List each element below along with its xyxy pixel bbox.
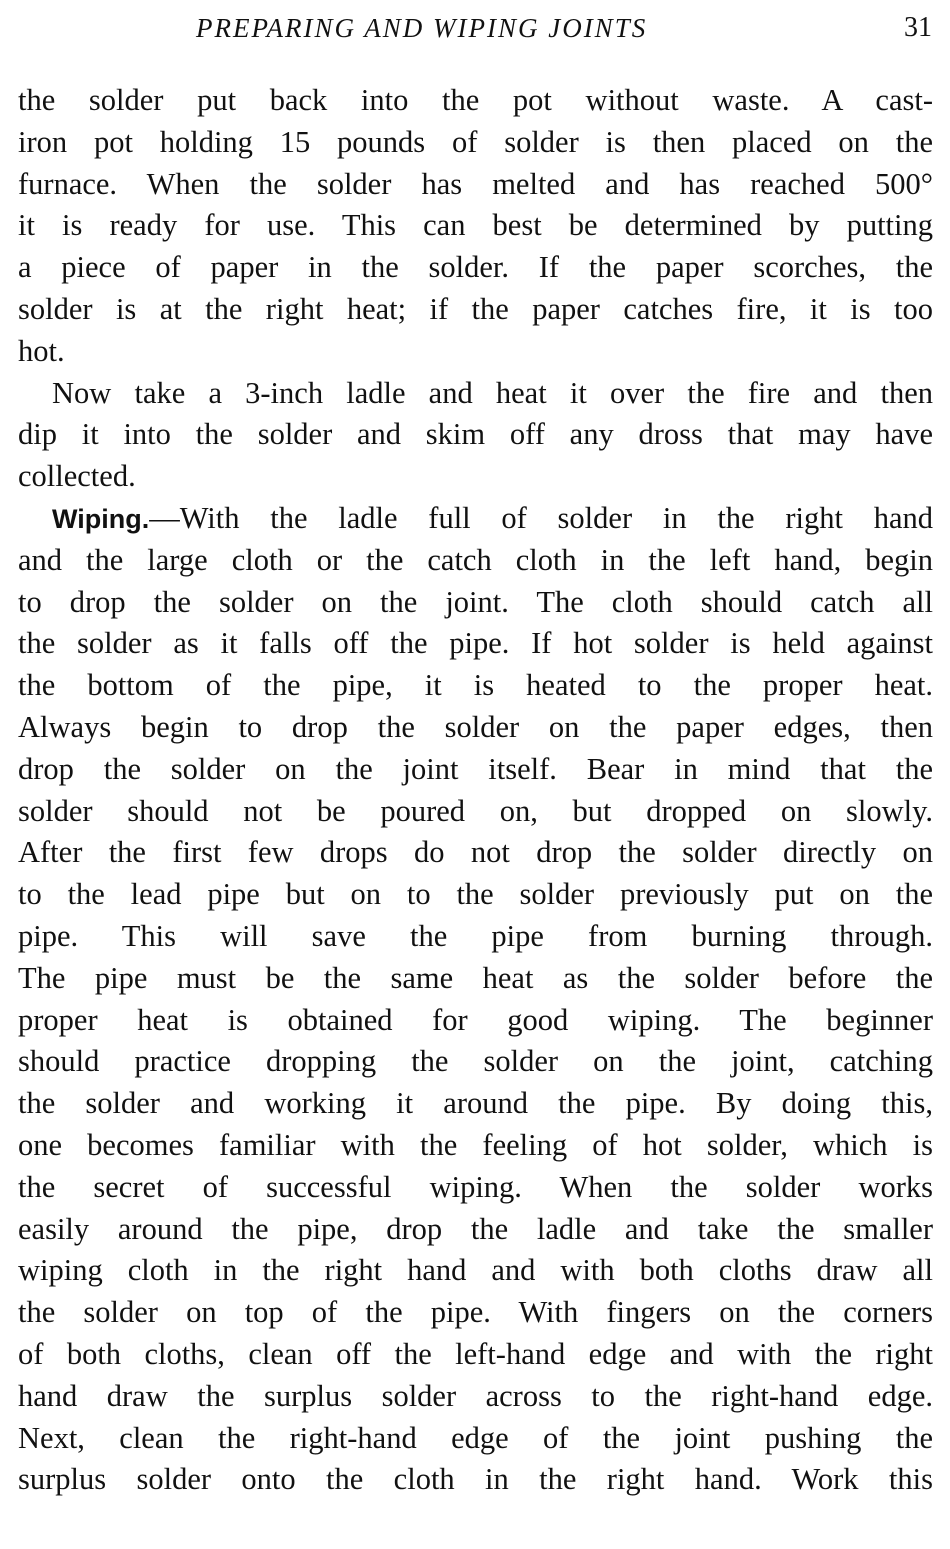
text-line: should practice dropping the solder on the joint, catching <box>18 1044 933 1079</box>
text-line: solder is at the right heat; if the paper catches fire, it is too <box>18 291 933 326</box>
text-line: the solder and working it around the pipe. By doing this, <box>18 1086 933 1121</box>
text-line: Now take a 3-inch ladle and heat it over the fire and then <box>52 375 933 410</box>
section-heading-wiping: Wiping. <box>52 503 150 534</box>
text-line: easily around the pipe, drop the ladle and take the smaller <box>18 1211 933 1246</box>
text-line: to the lead pipe but on to the solder previously put on the <box>18 877 933 912</box>
text-line: Always begin to drop the solder on the paper edges, then <box>18 709 933 744</box>
text-line: The pipe must be the same heat as the solder before the <box>18 960 933 995</box>
text-line-rest: —With the ladle full of solder in the right hand <box>149 500 933 535</box>
text-line: collected. <box>18 459 136 494</box>
text-line: wiping cloth in the right hand and with both cloths draw all <box>18 1253 933 1288</box>
text-line <box>18 498 933 540</box>
text-line: the solder as it falls off the pipe. If hot solder is held against <box>18 626 933 661</box>
text-line: one becomes familiar with the feeling of hot solder, which is <box>18 1127 933 1162</box>
text-line: dip it into the solder and skim off any dross that may have <box>18 417 933 452</box>
text-line: drop the solder on the joint itself. Bear in mind that the <box>18 751 933 786</box>
text-line: Next, clean the right-hand edge of the joint pushing the <box>18 1420 933 1455</box>
text-line: proper heat is obtained for good wiping. The beginner <box>18 1002 933 1037</box>
text-line: hand draw the surplus solder across to the right-hand edge. <box>18 1378 933 1413</box>
text-line: a piece of paper in the solder. If the paper scorches, the <box>18 250 933 285</box>
text-line: solder should not be poured on, but dropped on slowly. <box>18 793 933 828</box>
text-line: to drop the solder on the joint. The cloth should catch all <box>18 584 933 619</box>
text-line: furnace. When the solder has melted and has reached 500° <box>18 166 933 201</box>
body-text <box>18 80 933 1501</box>
running-header <box>0 10 950 46</box>
text-line: iron pot holding 15 pounds of solder is then placed on the <box>18 124 933 159</box>
text-line: of both cloths, clean off the left-hand edge and with the right <box>18 1336 933 1371</box>
text-line: and the large cloth or the catch cloth in the left hand, begin <box>18 542 933 577</box>
text-line: After the first few drops do not drop the solder directly on <box>18 835 933 870</box>
text-line: pipe. This will save the pipe from burning through. <box>18 918 933 953</box>
text-line: the secret of successful wiping. When the solder works <box>18 1169 933 1204</box>
text-line: the solder on top of the pipe. With fingers on the corners <box>18 1295 933 1330</box>
text-line: surplus solder onto the cloth in the right hand. Work this <box>18 1462 933 1497</box>
page-number: 31 <box>904 12 932 43</box>
text-line: hot. <box>18 333 65 368</box>
text-line: the bottom of the pipe, it is heated to the proper heat. <box>18 668 933 703</box>
text-line: the solder put back into the pot without waste. A cast- <box>18 83 933 117</box>
running-title: PREPARING AND WIPING JOINTS <box>196 13 648 43</box>
text-line: it is ready for use. This can best be determined by putting <box>18 208 933 243</box>
